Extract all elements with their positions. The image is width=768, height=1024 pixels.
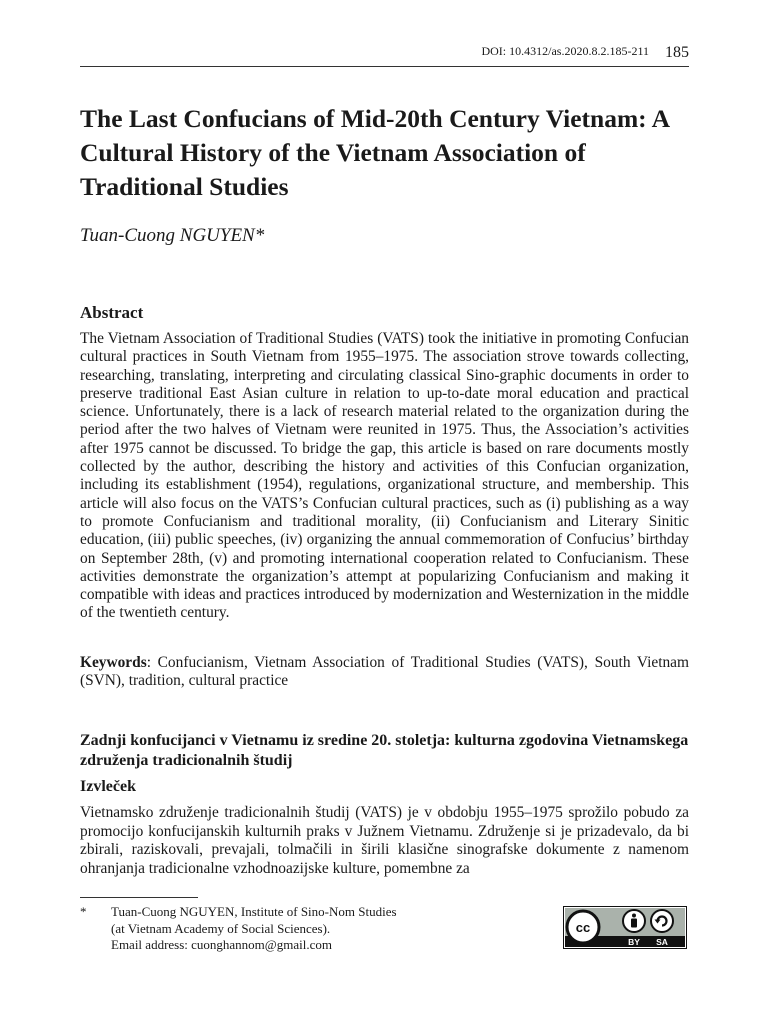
license-sa-label: SA [656, 937, 668, 947]
footnote-academy: (at Vietnam Academy of Social Sciences). [111, 920, 331, 936]
abstract-heading: Abstract [80, 303, 144, 322]
abstract-text: The Vietnam Association of Traditional Studies (VATS) took the initiative in promoting Confucian cultural practices in South Vietnam from 1955–1975. The association strove towards collecting, researching, translating, interpreting and circulating classical Sino-graphic documents in order to preserve traditional East Asian culture in relation to up-to-date moral education and practical science. Unfortunately, there is a lack of research material related to the organization during the period after the two halves of Vietnam were reunited in 1975. Thus, the Association’s activities after 1975 cannot be discussed. To bridge the gap, this article is based on rare documents mostly collected by the author, describing the history and activities of this Confucian organization, including its establishment (1954), regulations, organizational structure, and membership. This article will also focus on the VATS’s Confucian cultural practices, such as (i) publishing as a way to promote Confucianism and traditional morality, (ii) Confucianism and Literary Sinitic education, (iii) public speeches, (iv) organizing the annual commemoration of Confucius’ birthday on September 28th, (v) and promoting international cooperation related to Confucianism. These activities demonstrate the organization’s attempt at popularizing Confucianism and making it compatible with ideas and practices introduced by modernization and Westernization in the middle of the twentieth century. [80, 330, 689, 622]
keywords-label: Keywords [80, 654, 147, 671]
cc-by-sa-license-badge[interactable] [563, 906, 687, 949]
footnote-affiliation: Tuan-Cuong NGUYEN, Institute of Sino-Nom Studies [111, 904, 397, 919]
attribution-icon-head [632, 914, 636, 918]
article-author: Tuan-Cuong NGUYEN* [80, 225, 265, 246]
author-footnote [80, 904, 500, 954]
attribution-icon-body [631, 919, 637, 928]
running-header [80, 44, 689, 67]
paper-page [80, 0, 689, 1024]
license-by-label: BY [628, 937, 640, 947]
footnote-email: Email address: cuonghannom@gmail.com [111, 937, 333, 952]
slovene-title: Zadnji konfucijanci v Vietnamu iz sredine 20. stoletja: kulturna zgodovina Vietnamskega združenja tradicionalnih študij [80, 732, 689, 769]
keywords [80, 654, 689, 691]
share-alike-icon [651, 910, 673, 932]
footnote-rule [80, 897, 198, 898]
keywords-list: : Confucianism, Vietnam Association of Traditional Studies (VATS), South Vietnam (SVN), tradition, cultural practice [80, 654, 689, 690]
footnote-mark: * [80, 904, 87, 919]
page-number: 185 [665, 44, 689, 61]
doi-link[interactable]: DOI: 10.4312/as.2020.8.2.185-211 [481, 44, 649, 58]
slovene-abstract-heading: Izvleček [80, 778, 136, 795]
article-title: The Last Confucians of Mid-20th Century Vietnam: A Cultural History of the Vietnam Association of Traditional Studies [80, 104, 669, 201]
cc-icon-text: cc [575, 920, 591, 935]
slovene-abstract-text: Vietnamsko združenje tradicionalnih študij (VATS) je v obdobju 1955–1975 sprožilo pobudo za promocijo konfucijanskih kulturnih praks v Južnem Vietnamu. Združenje si je prizadevalo, da bi zbirali, raziskovali, prevajali, tolmačili in širili klasične sinografske dokumente z namenom ohranjanja tradicionalne vzhodnoazijske kulture, pomembne za [80, 804, 689, 877]
